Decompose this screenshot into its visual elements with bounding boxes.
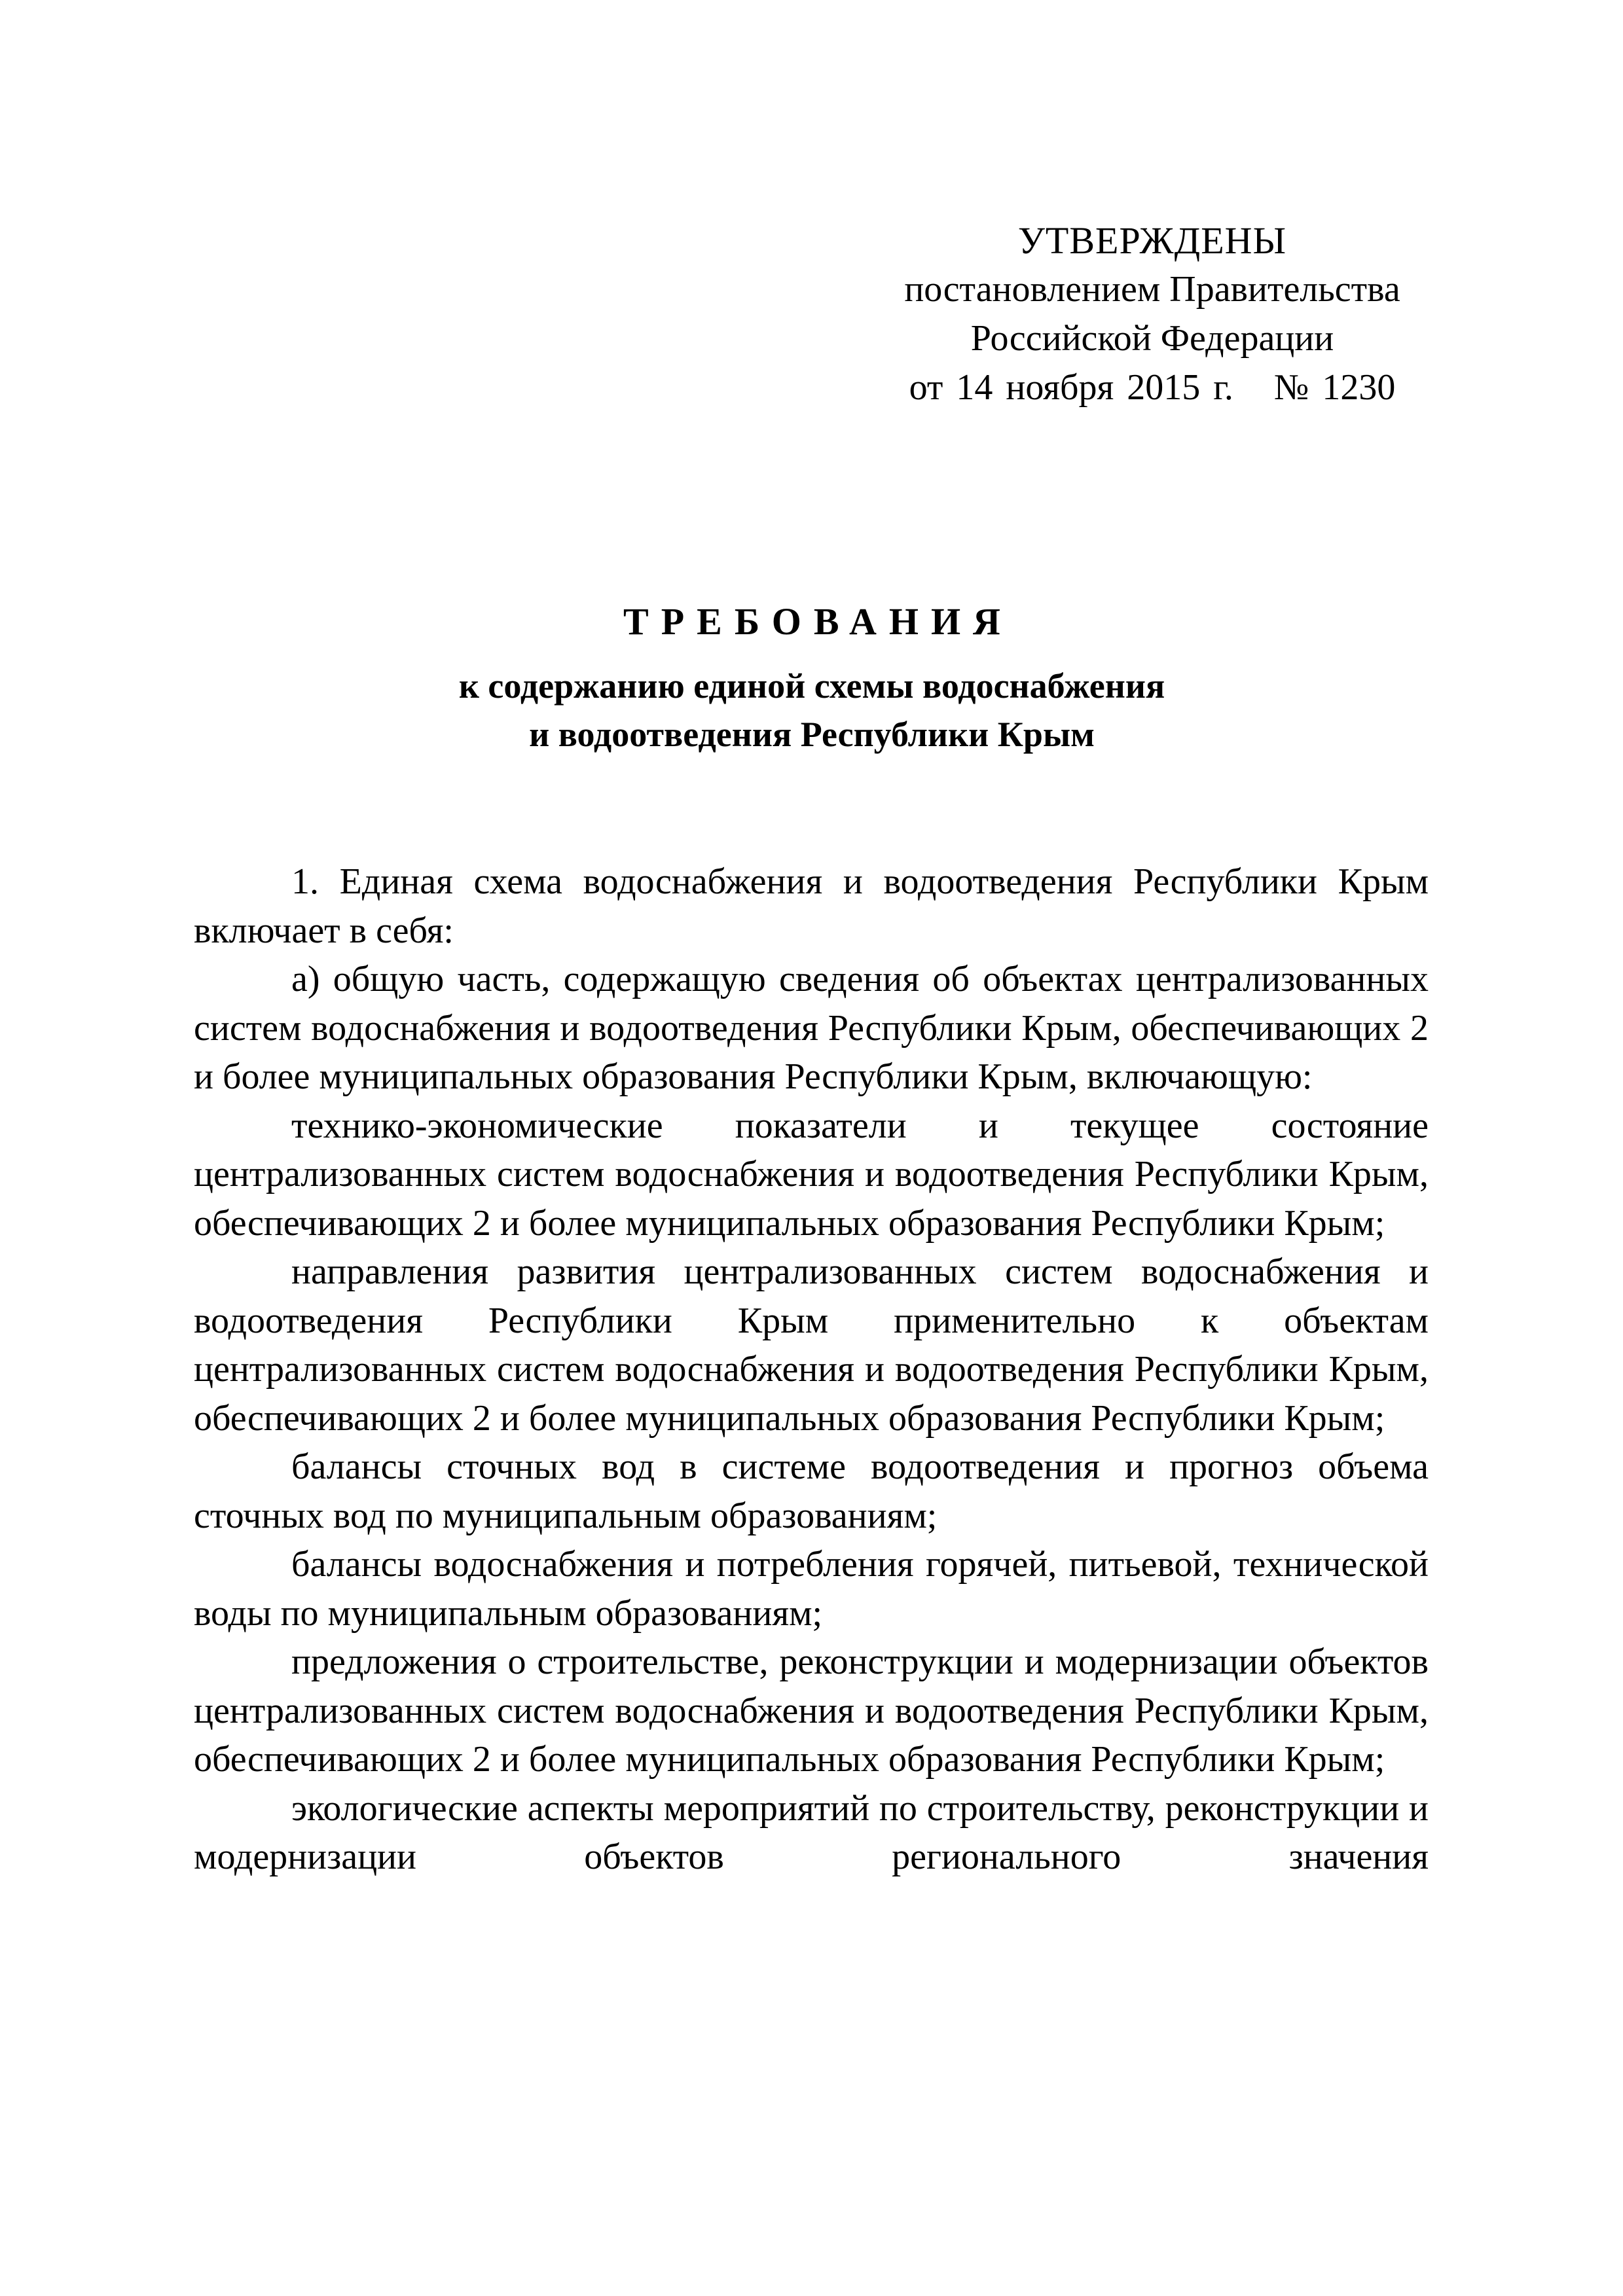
paragraph-general-part: а) общую часть, содержащую сведения об объектах централизованных систем водоснабжения и водоотведения Республики Крым, обеспечивающих 2 и более муниципальных образования Республики Крым, включающую: [194,959,1429,1097]
number-sign: № [1273,367,1309,408]
approval-line-federation: Российской Федерации [970,318,1334,359]
paragraph-wastewater-balances: балансы сточных вод в системе водоотведения и прогноз объема сточных вод по муниципальным образованиям; [194,1446,1429,1536]
paragraph-construction-proposals: предложения о строительстве, реконструкции и модернизации объектов централизованных систем водоснабжения и водоотведения Республики Крым, обеспечивающих 2 и более муниципальных образования Республики Крым; [194,1641,1429,1780]
paragraph-ecological-aspects: экологические аспекты мероприятий по строительству, реконструкции и модернизации объектов регионального значения [194,1787,1429,1877]
paragraph-1: 1. Единая схема водоснабжения и водоотведения Республики Крым включает в себя: [194,861,1429,951]
decree-number: 1230 [1322,367,1396,408]
paragraph-water-supply-balances: балансы водоснабжения и потребления горячей, питьевой, технической воды по муниципальным образованиям; [194,1544,1429,1634]
decree-date: от 14 ноября 2015 г. [909,367,1233,408]
approval-decree-date-number [838,363,1467,412]
document-body [194,857,1429,1882]
approval-stamp [838,216,1467,412]
document-title-block [196,592,1427,759]
document-subtitle-line-2: и водоотведения Республики Крым [529,715,1095,754]
paragraph-technical-indicators: технико-экономические показатели и текущее состояние централизованных систем водоснабжения и водоотведения Республики Крым, обеспечивающих 2 и более муниципальных образования Республики Крым; [194,1105,1429,1244]
document-title: ТРЕБОВАНИЯ [623,600,1013,643]
approval-heading: УТВЕРЖДЕНЫ [1017,219,1287,262]
approval-line-decree: постановлением Правительства [904,269,1400,310]
document-subtitle-line-1: к содержанию единой схемы водоснабжения [458,666,1165,706]
paragraph-development-directions: направления развития централизованных систем водоснабжения и водоотведения Республики Крым применительно к объектам централизованных систем водоснабжения и водоотведения Республики Крым, обеспечивающих 2 и более муниципальных образования Республики Крым; [194,1251,1429,1439]
